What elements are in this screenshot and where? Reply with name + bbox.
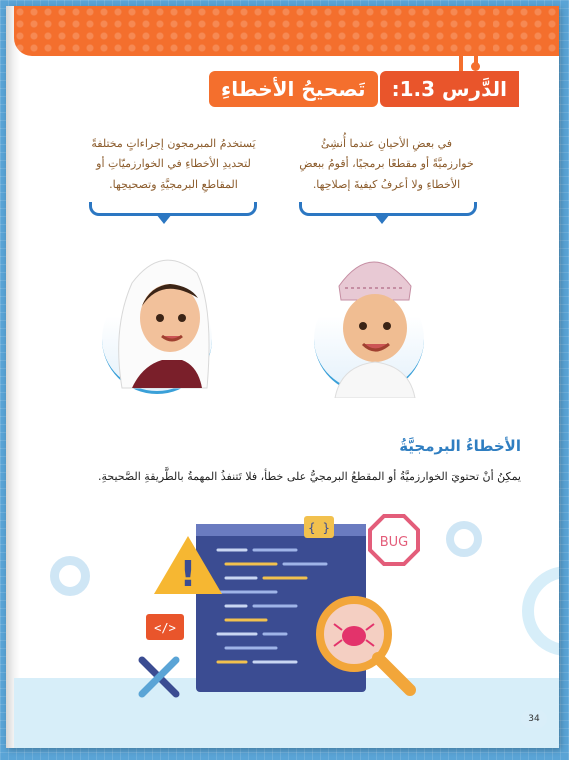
section-body-text: يمكِنُ أنْ تحتويَ الخوارزميَّةُ أو المقطعُ البرمجيُّ على خطأ، فلا تَتنفذُ المهمةُ بالطَّريقةِ الصَّحيحةِ. (97, 470, 521, 483)
svg-text:!: ! (179, 554, 197, 595)
bubble-line: في بعضِ الأحيانِ عندما أُنشِئُ (320, 137, 453, 150)
bug-icon (342, 626, 366, 646)
lesson-number: الدَّرس 1.3: (380, 71, 519, 107)
bubble-tail (374, 214, 390, 224)
lesson-title-bar (209, 69, 519, 109)
girl-speech-bubble (91, 134, 256, 195)
bubble-line: لتحديدِ الأخطاءِ في الخوارزميّاتِ أو (96, 157, 251, 171)
decor-strand (489, 6, 493, 54)
debugging-illustration (126, 506, 426, 706)
decor-ring (522, 566, 559, 656)
bubble-line: خوارزميَّةً أو مقطعًا برمجيًا، أقومُ ببعضِ (299, 157, 474, 171)
textbook-page (6, 6, 559, 748)
lesson-title: تَصحيحُ الأخطاءِ (209, 71, 378, 107)
page-spine-shadow (6, 6, 20, 748)
code-badge-label: { } (308, 521, 330, 535)
tools-icon (142, 660, 176, 694)
decor-strand (474, 6, 478, 66)
bug-sign-label: BUG (379, 535, 409, 550)
decor-ring (50, 556, 90, 596)
boy-character (311, 238, 431, 398)
bubble-line: الأخطاءِ ولا أعرفُ كيفيةَ إصلاحِها. (312, 177, 461, 191)
decor-ring (446, 521, 482, 557)
tag-badge-label: </> (154, 621, 176, 635)
bubble-line: المقاطعِ البرمجيَّةِ وتصحيحِها. (109, 177, 238, 191)
page-number: 34 (521, 710, 547, 728)
bubble-tail (156, 214, 172, 224)
bubble-line: يَستخدمُ المبرمجون إجراءاتٍ مختلفةً (91, 137, 256, 150)
boy-speech-bubble (299, 134, 474, 195)
bubble-underline (89, 202, 257, 216)
girl-character (102, 238, 222, 398)
section-heading: الأخطاءُ البرمجيَّةُ (399, 437, 521, 455)
